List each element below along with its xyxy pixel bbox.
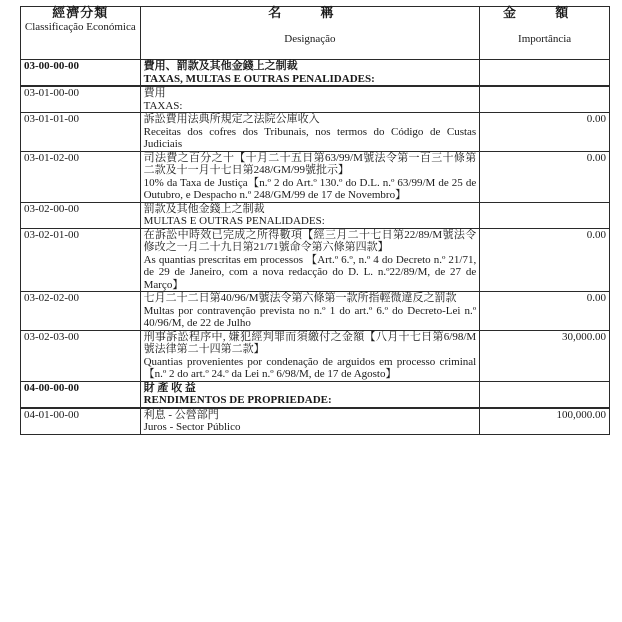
row-designation <box>140 86 480 113</box>
row-designation <box>140 202 480 228</box>
table-row <box>21 60 610 87</box>
designation-header-pt: Designação <box>284 32 336 45</box>
row-amount: 0.00 <box>480 228 610 292</box>
table-row <box>21 151 610 202</box>
row-designation <box>140 381 480 408</box>
row-designation <box>140 408 480 435</box>
row-code: 03-01-00-00 <box>21 86 141 113</box>
row-designation-pt: Quantias provenientes por condenação de arguidos em processo criminal【n.º 2 do art.º 24.º da Lei n.º 6/98/M, de 17 de Agosto】 <box>143 355 477 380</box>
row-designation-zh: 費用 <box>143 87 166 99</box>
row-designation-zh: 在訴訟中時效已完成之所得數項【經三月二十七日第22/89/M號法令修改之一月二十九日第21/71號命令第六條第四款】 <box>143 228 477 253</box>
row-designation-zh: 訴訟費用法典所規定之法院公庫收入 <box>143 113 320 125</box>
table-row <box>21 202 610 228</box>
row-code: 04-01-00-00 <box>21 408 141 435</box>
row-code: 03-02-03-00 <box>21 330 141 381</box>
row-amount <box>480 60 610 87</box>
row-designation <box>140 330 480 381</box>
row-amount: 0.00 <box>480 292 610 331</box>
row-designation-zh: 七月二十二日第40/96/M號法令第六條第一款所指輕微違反之罰款 <box>143 292 457 304</box>
code-header-pt: Classificação Económica <box>24 20 136 33</box>
table-header-row <box>21 7 610 60</box>
row-code: 03-01-01-00 <box>21 113 141 152</box>
table-row <box>21 381 610 408</box>
row-designation-zh: 財 產 收 益 <box>143 381 196 394</box>
row-code: 03-01-02-00 <box>21 151 141 202</box>
budget-table <box>20 6 610 435</box>
row-designation-pt: As quantias prescritas em processos 【Art.º 6.º, n.º 4 do Decreto n.º 21/71, de 29 de Janeiro, com a nova redacção do D. L. n.º22/89/M, de 27 de Março】 <box>143 253 477 291</box>
row-code: 03-02-01-00 <box>21 228 141 292</box>
designation-column-header <box>140 7 480 60</box>
designation-header-zh: 名 稱 <box>268 5 352 20</box>
row-amount: 0.00 <box>480 151 610 202</box>
row-designation-zh: 刑事訴訟程序中, 嫌犯經判罪而須繳付之金額【八月十七日第6/98/M號法律第二十四第二款】 <box>143 330 477 355</box>
row-code: 03-02-00-00 <box>21 202 141 228</box>
table-row <box>21 292 610 331</box>
row-designation-pt: Receitas dos cofres dos Tribunais, nos termos do Código de Custas Judiciais <box>143 125 477 150</box>
row-designation-pt: RENDIMENTOS DE PROPRIEDADE: <box>143 394 332 406</box>
table-row <box>21 113 610 152</box>
row-designation <box>140 60 480 87</box>
amount-column-header <box>480 7 610 60</box>
row-amount <box>480 202 610 228</box>
row-designation-zh: 司法費之百分之十【十月二十五日第63/99/M號法令第一百三十條第二款及十一月十七日第248/GM/99號批示】 <box>143 151 477 176</box>
row-designation-pt: MULTAS E OUTRAS PENALIDADES: <box>143 215 325 227</box>
amount-header-pt: Importância <box>518 32 572 45</box>
row-designation <box>140 228 480 292</box>
code-column-header <box>21 7 141 60</box>
row-amount: 100,000.00 <box>480 408 610 435</box>
row-code: 03-02-02-00 <box>21 292 141 331</box>
row-amount <box>480 86 610 113</box>
code-header-zh: 經濟分類 <box>52 5 109 20</box>
row-designation-zh: 罰款及其他金錢上之制裁 <box>143 202 265 215</box>
row-designation-pt: TAXAS: <box>143 99 183 112</box>
table-row <box>21 408 610 435</box>
row-amount: 0.00 <box>480 113 610 152</box>
row-designation-pt: Multas por contravenção prevista no n.º 1 do art.º 6.º do Decreto-Lei n.º 40/96/M, de 22 de Julho <box>143 304 477 329</box>
row-designation <box>140 151 480 202</box>
table-row <box>21 228 610 292</box>
row-designation-zh: 利息 - 公營部門 <box>143 408 219 421</box>
amount-header-zh: 金 額 <box>502 5 587 20</box>
table-row <box>21 86 610 113</box>
row-designation <box>140 113 480 152</box>
row-designation-zh: 費用、罰款及其他金錢上之制裁 <box>143 60 298 72</box>
table-row <box>21 330 610 381</box>
row-amount: 30,000.00 <box>480 330 610 381</box>
row-designation-pt: TAXAS, MULTAS E OUTRAS PENALIDADES: <box>143 72 375 85</box>
row-designation <box>140 292 480 331</box>
row-designation-pt: Juros - Sector Público <box>143 421 241 433</box>
row-designation-pt: 10% da Taxa de Justiça【n.º 2 do Art.º 130.º do D.L. n.º 63/99/M de 25 de Outubro, e Despacho n.º 248/GM/99 de 17 de Novembro】 <box>143 176 477 201</box>
row-amount <box>480 381 610 408</box>
row-code: 03-00-00-00 <box>21 60 141 87</box>
row-code: 04-00-00-00 <box>21 381 141 408</box>
